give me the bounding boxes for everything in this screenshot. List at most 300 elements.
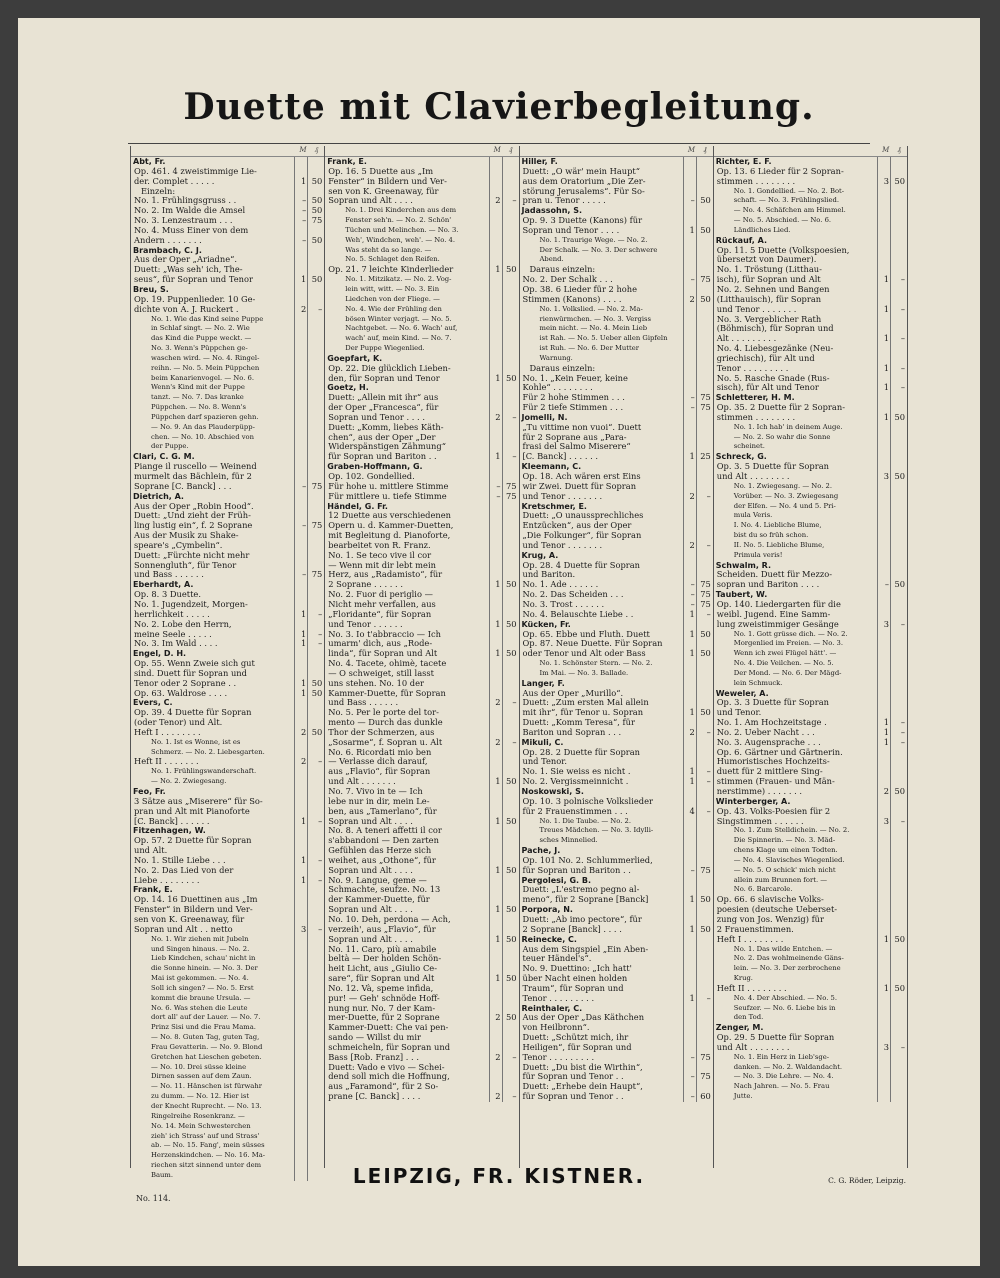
price-pfennig: [890, 905, 907, 915]
entry-text: Warnung.: [539, 353, 573, 362]
contents-line: [131, 334, 324, 344]
entry-line: [520, 866, 713, 876]
price-pfennig: [696, 679, 713, 689]
price-pfennig: 50: [307, 728, 324, 738]
price-pfennig: [502, 718, 519, 728]
price-mark: [294, 895, 307, 905]
entry-text: Alt . . . . . . . . .: [716, 333, 777, 344]
entry-text: — No. 9. An das Plauderpüpp-: [151, 422, 255, 431]
price-pfennig: [307, 1122, 324, 1132]
price-mark: [683, 472, 696, 482]
entry-text: Pergolesi, G. B.: [521, 875, 591, 885]
entry-text: No. 6. Was stehen die Leute: [151, 1003, 248, 1012]
entry-text: übersetzt von Daumer).: [716, 254, 817, 265]
price-mark: [294, 1043, 307, 1053]
price-mark: [877, 246, 890, 256]
entry-text: 2 Soprane . . . . . .: [328, 579, 403, 590]
price-pfennig: [307, 935, 324, 945]
entry-text: Aus der Oper „Ariadne“.: [134, 254, 237, 265]
price-mark: 4: [683, 807, 696, 817]
entry-line: [520, 541, 713, 551]
entry-text: No. 1. Am Hochzeitstage .: [716, 717, 827, 728]
entry-text: Soprane [C. Banck] . . .: [134, 480, 232, 491]
price-pfennig: [890, 433, 907, 443]
price-pfennig: [502, 157, 519, 167]
entry-text: Op. 28. 4 Duette für Sopran: [522, 559, 641, 570]
price-mark: [683, 826, 696, 836]
entry-text: herrlichkeit . . . . .: [134, 608, 210, 619]
price-mark: 1: [877, 935, 890, 945]
entry-text: Op. 57. 2 Duette für Sopran: [134, 835, 252, 846]
entry-text: Lieb Kindchen, schau' nicht in: [151, 954, 256, 963]
column-entries: [714, 157, 907, 1102]
price-mark: [489, 984, 502, 994]
contents-line: [714, 945, 907, 955]
price-pfennig: [307, 157, 324, 167]
price-pfennig: [502, 836, 519, 846]
entry-text: lein Schmuck.: [733, 678, 783, 687]
price-mark: 2: [294, 757, 307, 767]
price-mark: 1: [294, 817, 307, 827]
price-pfennig: –: [890, 817, 907, 827]
entry-text: Morgenlied im Freien. — No. 3.: [733, 639, 844, 648]
price-mark: [683, 974, 696, 984]
entry-text: reihn. — No. 5. Mein Püppchen: [151, 363, 260, 372]
entry-text: störung Jerusalems“. Für So-: [522, 185, 645, 196]
entry-text: — No. 4. Schäfchen am Himmel.: [733, 206, 846, 215]
price-mark: [877, 1053, 890, 1063]
price-pfennig: [307, 777, 324, 787]
entry-line: [520, 403, 713, 413]
price-pfennig: [502, 994, 519, 1004]
entry-line: [714, 413, 907, 423]
price-mark: –: [683, 580, 696, 590]
price-pfennig: [307, 590, 324, 600]
price-mark: [683, 945, 696, 955]
entry-text: dend soll mich die Hoffnung,: [328, 1071, 450, 1082]
price-pfennig: [307, 1063, 324, 1073]
contents-line: [325, 216, 518, 226]
price-pfennig: [502, 216, 519, 226]
price-mark: [294, 994, 307, 1004]
entry-text: Op. 22. Die glücklich Lieben-: [328, 362, 451, 373]
price-pfennig: [890, 452, 907, 462]
entry-text: Aus dem Singspiel „Ein Aben-: [522, 943, 649, 954]
price-pfennig: [502, 541, 519, 551]
price-mark: [294, 738, 307, 748]
price-pfennig: 50: [307, 236, 324, 246]
price-pfennig: [890, 315, 907, 325]
price-pfennig: 50: [502, 974, 519, 984]
contents-line: [325, 324, 518, 334]
entry-text: Duett: „Zum ersten Mal allein: [522, 697, 649, 708]
price-pfennig: [307, 1102, 324, 1112]
price-pfennig: [890, 994, 907, 1004]
contents-line: [131, 413, 324, 423]
entry-text: No. 1. Die Taube. — No. 2.: [539, 816, 632, 825]
entry-text: Für mittlere u. tiefe Stimme: [328, 490, 447, 501]
entry-text: No. 8. A teneri affetti il cor: [328, 825, 442, 836]
entry-text: mein nicht. — No. 4. Mein Lieb: [539, 324, 648, 333]
entry-text: den Tod.: [733, 1013, 764, 1022]
price-pfennig: [502, 511, 519, 521]
contents-line: [714, 1082, 907, 1092]
price-mark: [683, 511, 696, 521]
entry-text: Op. 39. 4 Duette für Sopran: [134, 707, 252, 718]
entry-text: stimmen (Frauen- und Män-: [716, 776, 835, 787]
price-mark: [683, 206, 696, 216]
entry-text: No. 1. Gott grüsse dich. — No. 2.: [733, 629, 848, 638]
price-mark: [877, 492, 890, 502]
price-mark: 1: [489, 935, 502, 945]
price-mark: [489, 324, 502, 334]
price-mark: [489, 679, 502, 689]
price-mark: [683, 738, 696, 748]
price-pfennig: [502, 1072, 519, 1082]
contents-line: [714, 187, 907, 197]
entry-line: [520, 994, 713, 1004]
entry-text: I. No. 4. Liebliche Blume,: [733, 521, 822, 530]
entry-text: sind. Duett für Sopran und: [134, 667, 247, 678]
price-pfennig: [890, 767, 907, 777]
price-mark: [489, 994, 502, 1004]
price-pfennig: [307, 885, 324, 895]
price-pfennig: [890, 679, 907, 689]
price-pfennig: [502, 797, 519, 807]
price-mark: 1: [877, 413, 890, 423]
entry-text: Was steht da so lange. —: [345, 245, 432, 254]
price-mark: [489, 502, 502, 512]
price-mark: [683, 1023, 696, 1033]
entry-text: Jutte.: [733, 1092, 753, 1101]
price-mark: [877, 659, 890, 669]
price-mark: [489, 531, 502, 541]
price-pfennig: [890, 945, 907, 955]
price-pfennig: 50: [502, 374, 519, 384]
entry-text: No. 2. Lobe den Herrn,: [134, 618, 232, 629]
price-pfennig: –: [890, 728, 907, 738]
price-mark: [489, 748, 502, 758]
entry-text: No. 1. Schönster Stern. — No. 2.: [539, 659, 653, 668]
price-mark: [877, 876, 890, 886]
price-mark: [294, 551, 307, 561]
entry-text: heit Licht, aus „Giulio Ce-: [328, 963, 438, 974]
price-mark: [489, 157, 502, 167]
price-pfennig: –: [502, 698, 519, 708]
price-pfennig: [502, 757, 519, 767]
price-mark: 1: [877, 364, 890, 374]
price-mark: 1: [294, 639, 307, 649]
entry-text: Op. 28. 2 Duette für Sopran: [522, 746, 641, 757]
entry-text: Sopran und Alt . . . .: [328, 195, 413, 206]
contents-line: [520, 826, 713, 836]
entry-text: Kammer-Duett: Che vai pen-: [328, 1022, 449, 1033]
price-mark: 1: [683, 925, 696, 935]
entry-text: Gefühlen das Herze sich: [328, 845, 432, 856]
price-mark: [489, 167, 502, 177]
contents-line: [325, 226, 518, 236]
catalog-column-1: [130, 146, 324, 1179]
contents-line: [714, 964, 907, 974]
entry-text: Heft II . . . . . . . .: [716, 982, 787, 993]
price-pfennig: [307, 364, 324, 374]
entry-text: für Sopran und Bariton . .: [328, 451, 437, 462]
price-mark: [877, 187, 890, 197]
entry-text: [C. Banck] . . . . . .: [134, 815, 210, 826]
price-pfennig: [890, 423, 907, 433]
entry-text: Herz, aus „Radamisto“, für: [328, 569, 443, 580]
contents-line: [520, 669, 713, 679]
price-mark: [294, 797, 307, 807]
price-pfennig: [890, 895, 907, 905]
price-pfennig: [696, 423, 713, 433]
price-mark: 1: [683, 226, 696, 236]
price-pfennig: [890, 502, 907, 512]
entry-text: bösen Winter verjagt. — No. 5.: [345, 314, 452, 323]
price-mark: [683, 551, 696, 561]
entry-text: murmelt das Bächlein, für 2: [134, 471, 252, 481]
price-pfennig: [307, 698, 324, 708]
entry-text: „Floridante“, für Sopran: [328, 608, 432, 619]
price-mark: 3: [877, 472, 890, 482]
price-mark: [294, 246, 307, 256]
price-pfennig: [890, 698, 907, 708]
price-mark: [294, 403, 307, 413]
price-mark: [877, 600, 890, 610]
entry-text: von Heilbronn“.: [522, 1022, 590, 1033]
price-mark: 1: [489, 374, 502, 384]
entry-text: Reinthaler, C.: [521, 1003, 583, 1013]
entry-text: Op. 55. Wenn Zweie sich gut: [134, 658, 255, 669]
price-mark: [489, 315, 502, 325]
contents-line: [714, 1092, 907, 1102]
entry-text: Tenor . . . . . . . . .: [716, 362, 789, 373]
price-pfennig: 75: [696, 1072, 713, 1082]
contents-line: [131, 964, 324, 974]
entry-text: Fenster“ in Bildern und Ver-: [328, 175, 447, 186]
price-mark: [683, 177, 696, 187]
price-pfennig: [502, 423, 519, 433]
price-pfennig: [890, 561, 907, 571]
entry-line: [520, 295, 713, 305]
price-mark: [489, 295, 502, 305]
entry-text: Aus der Oper „Murillo“.: [522, 687, 624, 698]
entry-text: Entzücken“, aus der Oper: [522, 520, 632, 531]
price-pfennig: [696, 561, 713, 571]
price-mark: [294, 1141, 307, 1151]
entry-text: „Die Folkunger“, für Sopran: [522, 530, 642, 541]
price-pfennig: [307, 1151, 324, 1161]
contents-line: [714, 511, 907, 521]
entry-text: No. 11. Caro, più amabile: [328, 943, 437, 954]
entry-text: Im Mai. — No. 3. Ballade.: [539, 668, 629, 677]
price-pfennig: [890, 748, 907, 758]
price-mark: [294, 541, 307, 551]
entry-line: [131, 275, 324, 285]
price-mark: [683, 846, 696, 856]
price-pfennig: [307, 255, 324, 265]
price-mark: –: [294, 196, 307, 206]
price-pfennig: [502, 236, 519, 246]
price-mark: 1: [877, 718, 890, 728]
price-mark: 2: [489, 738, 502, 748]
price-pfennig: –: [696, 994, 713, 1004]
price-mark: 1: [294, 876, 307, 886]
entry-text: No. 1. Stille Liebe . . .: [134, 854, 226, 865]
entry-text: No. 1. Wie das Kind seine Puppe: [151, 314, 264, 323]
entry-text: Aus der Oper „Robin Hood“.: [134, 500, 254, 511]
price-pfennig: [307, 462, 324, 472]
price-mark: [489, 826, 502, 836]
contents-line: [714, 679, 907, 689]
price-mark: 1: [489, 649, 502, 659]
price-pfennig: [502, 177, 519, 187]
entry-line: [714, 177, 907, 187]
entry-text: frasi del Salmo Miserere“: [522, 441, 631, 452]
entry-text: No. 3. Wenn's Püppchen ge-: [151, 344, 248, 353]
price-mark: [294, 885, 307, 895]
entry-text: No. 1. Traurige Wege. — No. 2.: [539, 235, 648, 244]
price-pfennig: [502, 285, 519, 295]
price-pfennig: [890, 285, 907, 295]
entry-text: Kleemann, C.: [521, 462, 582, 472]
price-pfennig: [307, 767, 324, 777]
price-pfennig: [502, 315, 519, 325]
price-mark: –: [294, 216, 307, 226]
price-pfennig: [890, 630, 907, 640]
price-mark: 1: [683, 777, 696, 787]
entry-text: und Tenor . . . . . .: [328, 618, 403, 629]
price-pfennig: [307, 502, 324, 512]
price-mark: [877, 1004, 890, 1014]
entry-text: chen. — No. 10. Abschied von: [151, 432, 255, 441]
contents-line: [714, 649, 907, 659]
price-mark: 1: [683, 708, 696, 718]
price-pfennig: 50: [890, 787, 907, 797]
price-pfennig: [307, 423, 324, 433]
price-mark: [877, 196, 890, 206]
entry-text: Op. 43. Volks-Poesien für 2: [716, 805, 831, 816]
entry-text: Op. 461. 4 zweistimmige Lie-: [134, 165, 257, 176]
price-mark: –: [683, 275, 696, 285]
entry-text: Winterberger, A.: [715, 796, 791, 806]
price-pfennig: [307, 492, 324, 502]
price-pfennig: [502, 305, 519, 315]
price-mark: –: [683, 393, 696, 403]
price-mark: 1: [877, 275, 890, 285]
price-pfennig: 50: [502, 866, 519, 876]
entry-line: [131, 925, 324, 935]
price-mark: [877, 639, 890, 649]
price-mark: [877, 157, 890, 167]
price-pfennig: [307, 315, 324, 325]
price-mark: 1: [294, 630, 307, 640]
price-mark: [294, 492, 307, 502]
price-pfennig: [502, 531, 519, 541]
entry-text: prane [C. Banck] . . . .: [328, 1091, 421, 1102]
price-mark: [489, 551, 502, 561]
entry-text: sches Minnelied.: [539, 836, 598, 845]
contents-line: [131, 1151, 324, 1161]
price-pfennig: –: [696, 767, 713, 777]
entry-text: No. 3. Lenzestraum . . .: [134, 215, 233, 226]
price-pfennig: 75: [696, 1053, 713, 1063]
price-mark: 1: [877, 334, 890, 344]
entry-text: Op. 101 No. 2. Schlummerlied,: [522, 854, 653, 865]
entry-text: wir Zwei. Duett für Sopran: [522, 480, 637, 491]
price-pfennig: [696, 935, 713, 945]
contents-line: [714, 630, 907, 640]
price-mark: [489, 945, 502, 955]
price-pfennig: [696, 826, 713, 836]
price-pfennig: 50: [502, 649, 519, 659]
contents-line: [325, 275, 518, 285]
contents-line: [714, 856, 907, 866]
price-pfennig: [696, 964, 713, 974]
entry-text: weihet, aus „Othone“, für: [328, 854, 436, 865]
entry-text: Fitzenhagen, W.: [133, 826, 206, 836]
price-pfennig: [890, 846, 907, 856]
contents-line: [714, 826, 907, 836]
entry-text: Brambach, C. J.: [133, 245, 202, 255]
price-pfennig: [696, 669, 713, 679]
contents-line: [131, 1023, 324, 1033]
price-mark: [489, 226, 502, 236]
price-pfennig: –: [890, 364, 907, 374]
entry-text: s'abbandoni — Den zarten: [328, 835, 439, 846]
entry-text: ling lustig ein“, f. 2 Soprane: [134, 520, 253, 531]
price-mark: [877, 915, 890, 925]
entry-line: [325, 1092, 518, 1102]
price-pfennig: [502, 1063, 519, 1073]
contents-line: [714, 206, 907, 216]
entry-text: No. 4. Tacete, ohimè, tacete: [328, 658, 447, 669]
contents-line: [714, 541, 907, 551]
price-pfennig: –: [307, 817, 324, 827]
price-pfennig: [696, 344, 713, 354]
price-pfennig: [502, 984, 519, 994]
price-mark: 1: [294, 610, 307, 620]
price-mark: 1: [294, 177, 307, 187]
price-pfennig: [696, 551, 713, 561]
price-pfennig: [502, 846, 519, 856]
contents-line: [520, 315, 713, 325]
price-pfennig: [890, 246, 907, 256]
entry-text: Gretchen hat Lieschen gebeten.: [151, 1052, 262, 1061]
price-pfennig: 50: [890, 472, 907, 482]
entry-text: [C. Banck] . . . . . .: [522, 451, 599, 462]
price-mark: [294, 374, 307, 384]
entry-text: No. 1. Ade . . . . . .: [522, 579, 599, 590]
entry-text: 12 Duette aus verschiedenen: [328, 510, 451, 521]
price-pfennig: [890, 1004, 907, 1014]
price-pfennig: [696, 433, 713, 443]
price-pfennig: 50: [696, 925, 713, 935]
contents-line: [325, 285, 518, 295]
entry-line: [714, 383, 907, 393]
price-pfennig: –: [696, 541, 713, 551]
entry-text: Op. 11. 5 Duette (Volkspoesien,: [716, 244, 850, 255]
entry-text: waschen wird. — No. 4. Ringel-: [151, 353, 260, 362]
price-pfennig: 50: [307, 206, 324, 216]
price-mark: [877, 502, 890, 512]
price-pfennig: [696, 738, 713, 748]
entry-text: Op. 14. 16 Duettinen aus „Im: [134, 894, 258, 905]
price-pfennig: [696, 689, 713, 699]
entry-text: stimmen . . . . . . . .: [716, 411, 796, 422]
entry-line: [520, 1092, 713, 1102]
price-pfennig: [890, 797, 907, 807]
